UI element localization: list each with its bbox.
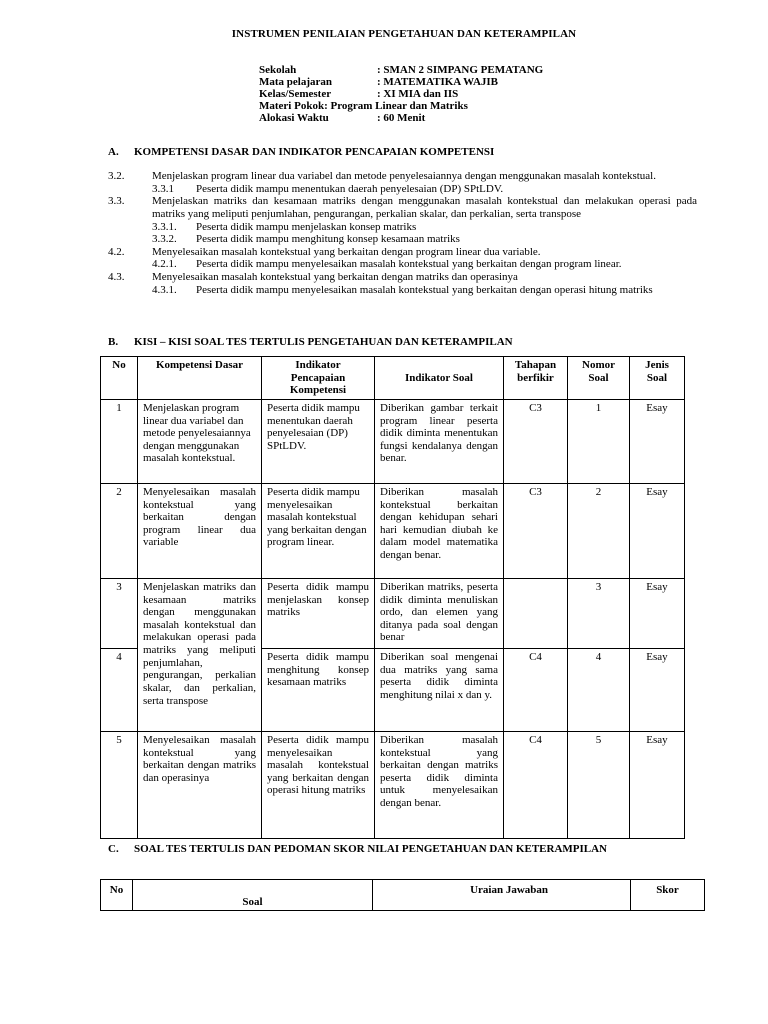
kd-item bbox=[108, 195, 697, 220]
school-info-block bbox=[259, 64, 543, 124]
cell-indikator-pencapaian: Peserta didik mampu menghitung konsep kesamaan matriks bbox=[262, 648, 375, 731]
header-uraian-jawaban: Uraian Jawaban bbox=[373, 880, 631, 911]
cell-jenis: Esay bbox=[630, 648, 685, 731]
cell-no: 4 bbox=[101, 648, 138, 731]
info-label: Kelas/Semester bbox=[259, 88, 332, 100]
indicator-item bbox=[108, 284, 697, 297]
cell-tahapan: C4 bbox=[504, 731, 568, 838]
header-skor: Skor bbox=[631, 880, 705, 911]
info-row-kelas-semester bbox=[259, 88, 543, 100]
cell-indikator-soal: Diberikan soal mengenai dua matriks yang sama peserta didik diminta menghitung nilai x dan y. bbox=[375, 648, 504, 731]
table-row bbox=[101, 731, 685, 838]
header-indikator-soal: Indikator Soal bbox=[375, 357, 504, 400]
cell-no: 1 bbox=[101, 399, 138, 483]
section-title: KOMPETENSI DASAR DAN INDIKATOR PENCAPAIAN KOMPETENSI bbox=[134, 146, 495, 158]
kd-text: Menyelesaikan masalah kontekstual yang berkaitan dengan program linear dua variable. bbox=[152, 245, 541, 258]
cell-tahapan bbox=[504, 578, 568, 648]
cell-indikator-pencapaian: Peserta didik mampu menjelaskan konsep matriks bbox=[262, 578, 375, 648]
header-indikator-pencapaian: Indikator Pencapaian Kompetensi bbox=[262, 357, 375, 400]
cell-indikator-pencapaian: Peserta didik mampu menyelesaikan masalah kontekstual yang berkaitan dengan operasi hitung matriks bbox=[262, 731, 375, 838]
section-letter: C. bbox=[108, 843, 119, 855]
section-letter: B. bbox=[108, 336, 119, 348]
info-value: : 60 Menit bbox=[377, 112, 426, 124]
kd-number: 4.3. bbox=[108, 271, 125, 284]
indicator-text: Peserta didik mampu menghitung konsep kesamaan matriks bbox=[196, 233, 460, 246]
cell-tahapan: C3 bbox=[504, 483, 568, 578]
cell-no: 5 bbox=[101, 731, 138, 838]
info-row-sekolah bbox=[259, 64, 543, 76]
indicator-text: Peserta didik mampu menyelesaikan masalah kontekstual yang berkaitan dengan program linear. bbox=[196, 258, 622, 271]
cell-kompetensi-dasar: Menyelesaikan masalah kontekstual yang berkaitan dengan program linear dua variable bbox=[138, 483, 262, 578]
cell-jenis: Esay bbox=[630, 578, 685, 648]
cell-nomor: 5 bbox=[568, 731, 630, 838]
document-title: INSTRUMEN PENILAIAN PENGETAHUAN DAN KETERAMPILAN bbox=[231, 28, 577, 40]
section-title: KISI – KISI SOAL TES TERTULIS PENGETAHUAN DAN KETERAMPILAN bbox=[134, 336, 513, 348]
kd-number: 4.2. bbox=[108, 245, 125, 258]
cell-jenis: Esay bbox=[630, 399, 685, 483]
indicator-item bbox=[108, 183, 697, 196]
header-kompetensi-dasar: Kompetensi Dasar bbox=[138, 357, 262, 400]
cell-indikator-soal: Diberikan masalah kontekstual yang berkaitan dengan matriks peserta didik diminta untuk menyelesaikan dengan benar. bbox=[375, 731, 504, 838]
indicator-text: Peserta didik mampu menentukan daerah penyelesaian (DP) SPtLDV. bbox=[196, 182, 504, 195]
info-value: : MATEMATIKA WAJIB bbox=[377, 76, 499, 88]
cell-kompetensi-dasar: Menjelaskan matriks dan kesamaan matriks dengan menggunakan masalah kontekstual dan melakukan operasi pada matriks yang meliputi penjumlahan, pengurangan, perkalian skalar, dan perkalian, serta transpose bbox=[138, 578, 262, 731]
indicator-text: Peserta didik mampu menyelesaikan masalah kontekstual yang berkaitan dengan operasi hitung matriks bbox=[196, 283, 653, 296]
cell-tahapan: C3 bbox=[504, 399, 568, 483]
cell-kompetensi-dasar: Menjelaskan program linear dua variabel dan metode penyelesaiannya dengan menggunakan masalah kontekstual. bbox=[138, 399, 262, 483]
kd-text: Menjelaskan program linear dua variabel dan metode penyelesaiannya dengan menggunakan masalah kontekstual. bbox=[152, 170, 656, 182]
kd-text: Menjelaskan matriks dan kesamaan matriks dengan menggunakan masalah kontekstual dan melakukan operasi pada matriks yang meliputi penjumlahan, pengurangan, perkalian skalar, dan perkalian, serta transpose bbox=[152, 195, 697, 220]
indicator-number: 3.3.1. bbox=[152, 220, 177, 233]
header-no: No bbox=[101, 357, 138, 400]
cell-jenis: Esay bbox=[630, 483, 685, 578]
kd-item bbox=[108, 271, 697, 284]
header-no: No bbox=[101, 880, 133, 911]
info-label: Alokasi Waktu bbox=[259, 112, 329, 124]
info-row-materi-pokok bbox=[259, 100, 543, 112]
kisi-kisi-table bbox=[100, 356, 685, 839]
indicator-text: Peserta didik mampu menjelaskan konsep matriks bbox=[196, 220, 417, 233]
kd-number: 3.2. bbox=[108, 170, 125, 182]
cell-indikator-pencapaian: Peserta didik mampu menentukan daerah penyelesaian (DP) SPtLDV. bbox=[262, 399, 375, 483]
cell-indikator-soal: Diberikan gambar terkait program linear peserta didik diminta menentukan fungsi kendalanya dengan benar. bbox=[375, 399, 504, 483]
info-value: : XI MIA dan IIS bbox=[377, 88, 459, 100]
cell-nomor: 1 bbox=[568, 399, 630, 483]
table-row bbox=[101, 578, 685, 648]
cell-nomor: 2 bbox=[568, 483, 630, 578]
kd-number: 3.3. bbox=[108, 195, 125, 208]
info-label: Sekolah bbox=[259, 64, 297, 76]
indicator-number: 4.3.1. bbox=[152, 283, 177, 296]
cell-no: 3 bbox=[101, 578, 138, 648]
section-c-heading bbox=[108, 843, 607, 856]
indicator-number: 3.3.2. bbox=[152, 233, 177, 246]
table-row bbox=[101, 399, 685, 483]
info-value: : SMAN 2 SIMPANG PEMATANG bbox=[377, 64, 544, 76]
table-row bbox=[101, 483, 685, 578]
cell-jenis: Esay bbox=[630, 731, 685, 838]
indicator-number: 4.2.1. bbox=[152, 258, 177, 271]
indicator-item bbox=[108, 221, 697, 234]
cell-no: 2 bbox=[101, 483, 138, 578]
cell-kompetensi-dasar: Menyelesaikan masalah kontekstual yang berkaitan dengan matriks dan operasinya bbox=[138, 731, 262, 838]
indicator-item bbox=[108, 258, 697, 271]
kd-item bbox=[108, 170, 697, 183]
cell-indikator-soal: Diberikan masalah kontekstual berkaitan dengan kehidupan sehari hari kemudian diubah ke dalam model matematika dengan benar. bbox=[375, 483, 504, 578]
header-jenis-soal: Jenis Soal bbox=[630, 357, 685, 400]
section-b-heading bbox=[108, 336, 513, 349]
cell-nomor: 3 bbox=[568, 578, 630, 648]
info-row-alokasi-waktu bbox=[259, 112, 543, 124]
header-nomor-soal: Nomor Soal bbox=[568, 357, 630, 400]
cell-nomor: 4 bbox=[568, 648, 630, 731]
table-header-row bbox=[101, 880, 705, 911]
info-full-line: Materi Pokok: Program Linear dan Matriks bbox=[259, 100, 468, 112]
cell-tahapan: C4 bbox=[504, 648, 568, 731]
cell-indikator-pencapaian: Peserta didik mampu menyelesaikan masalah kontekstual yang berkaitan dengan program linear. bbox=[262, 483, 375, 578]
table-header-row bbox=[101, 357, 685, 400]
section-a-heading bbox=[108, 146, 494, 159]
kompetensi-list bbox=[108, 170, 697, 296]
kd-item bbox=[108, 246, 697, 259]
header-soal: Soal bbox=[133, 880, 373, 911]
info-row-mata-pelajaran bbox=[259, 76, 543, 88]
indicator-number: 3.3.1 bbox=[152, 182, 174, 195]
kd-text: Menyelesaikan masalah kontekstual yang berkaitan dengan matriks dan operasinya bbox=[152, 271, 518, 284]
section-title: SOAL TES TERTULIS DAN PEDOMAN SKOR NILAI PENGETAHUAN DAN KETERAMPILAN bbox=[134, 843, 607, 855]
cell-indikator-soal: Diberikan matriks, peserta didik diminta menuliskan ordo, dan elemen yang ditanya pada soal dengan benar bbox=[375, 578, 504, 648]
info-label: Mata pelajaran bbox=[259, 76, 333, 88]
soal-table bbox=[100, 879, 705, 911]
header-tahapan-berfikir: Tahapan berfikir bbox=[504, 357, 568, 400]
section-letter: A. bbox=[108, 146, 119, 158]
indicator-item bbox=[108, 233, 697, 246]
